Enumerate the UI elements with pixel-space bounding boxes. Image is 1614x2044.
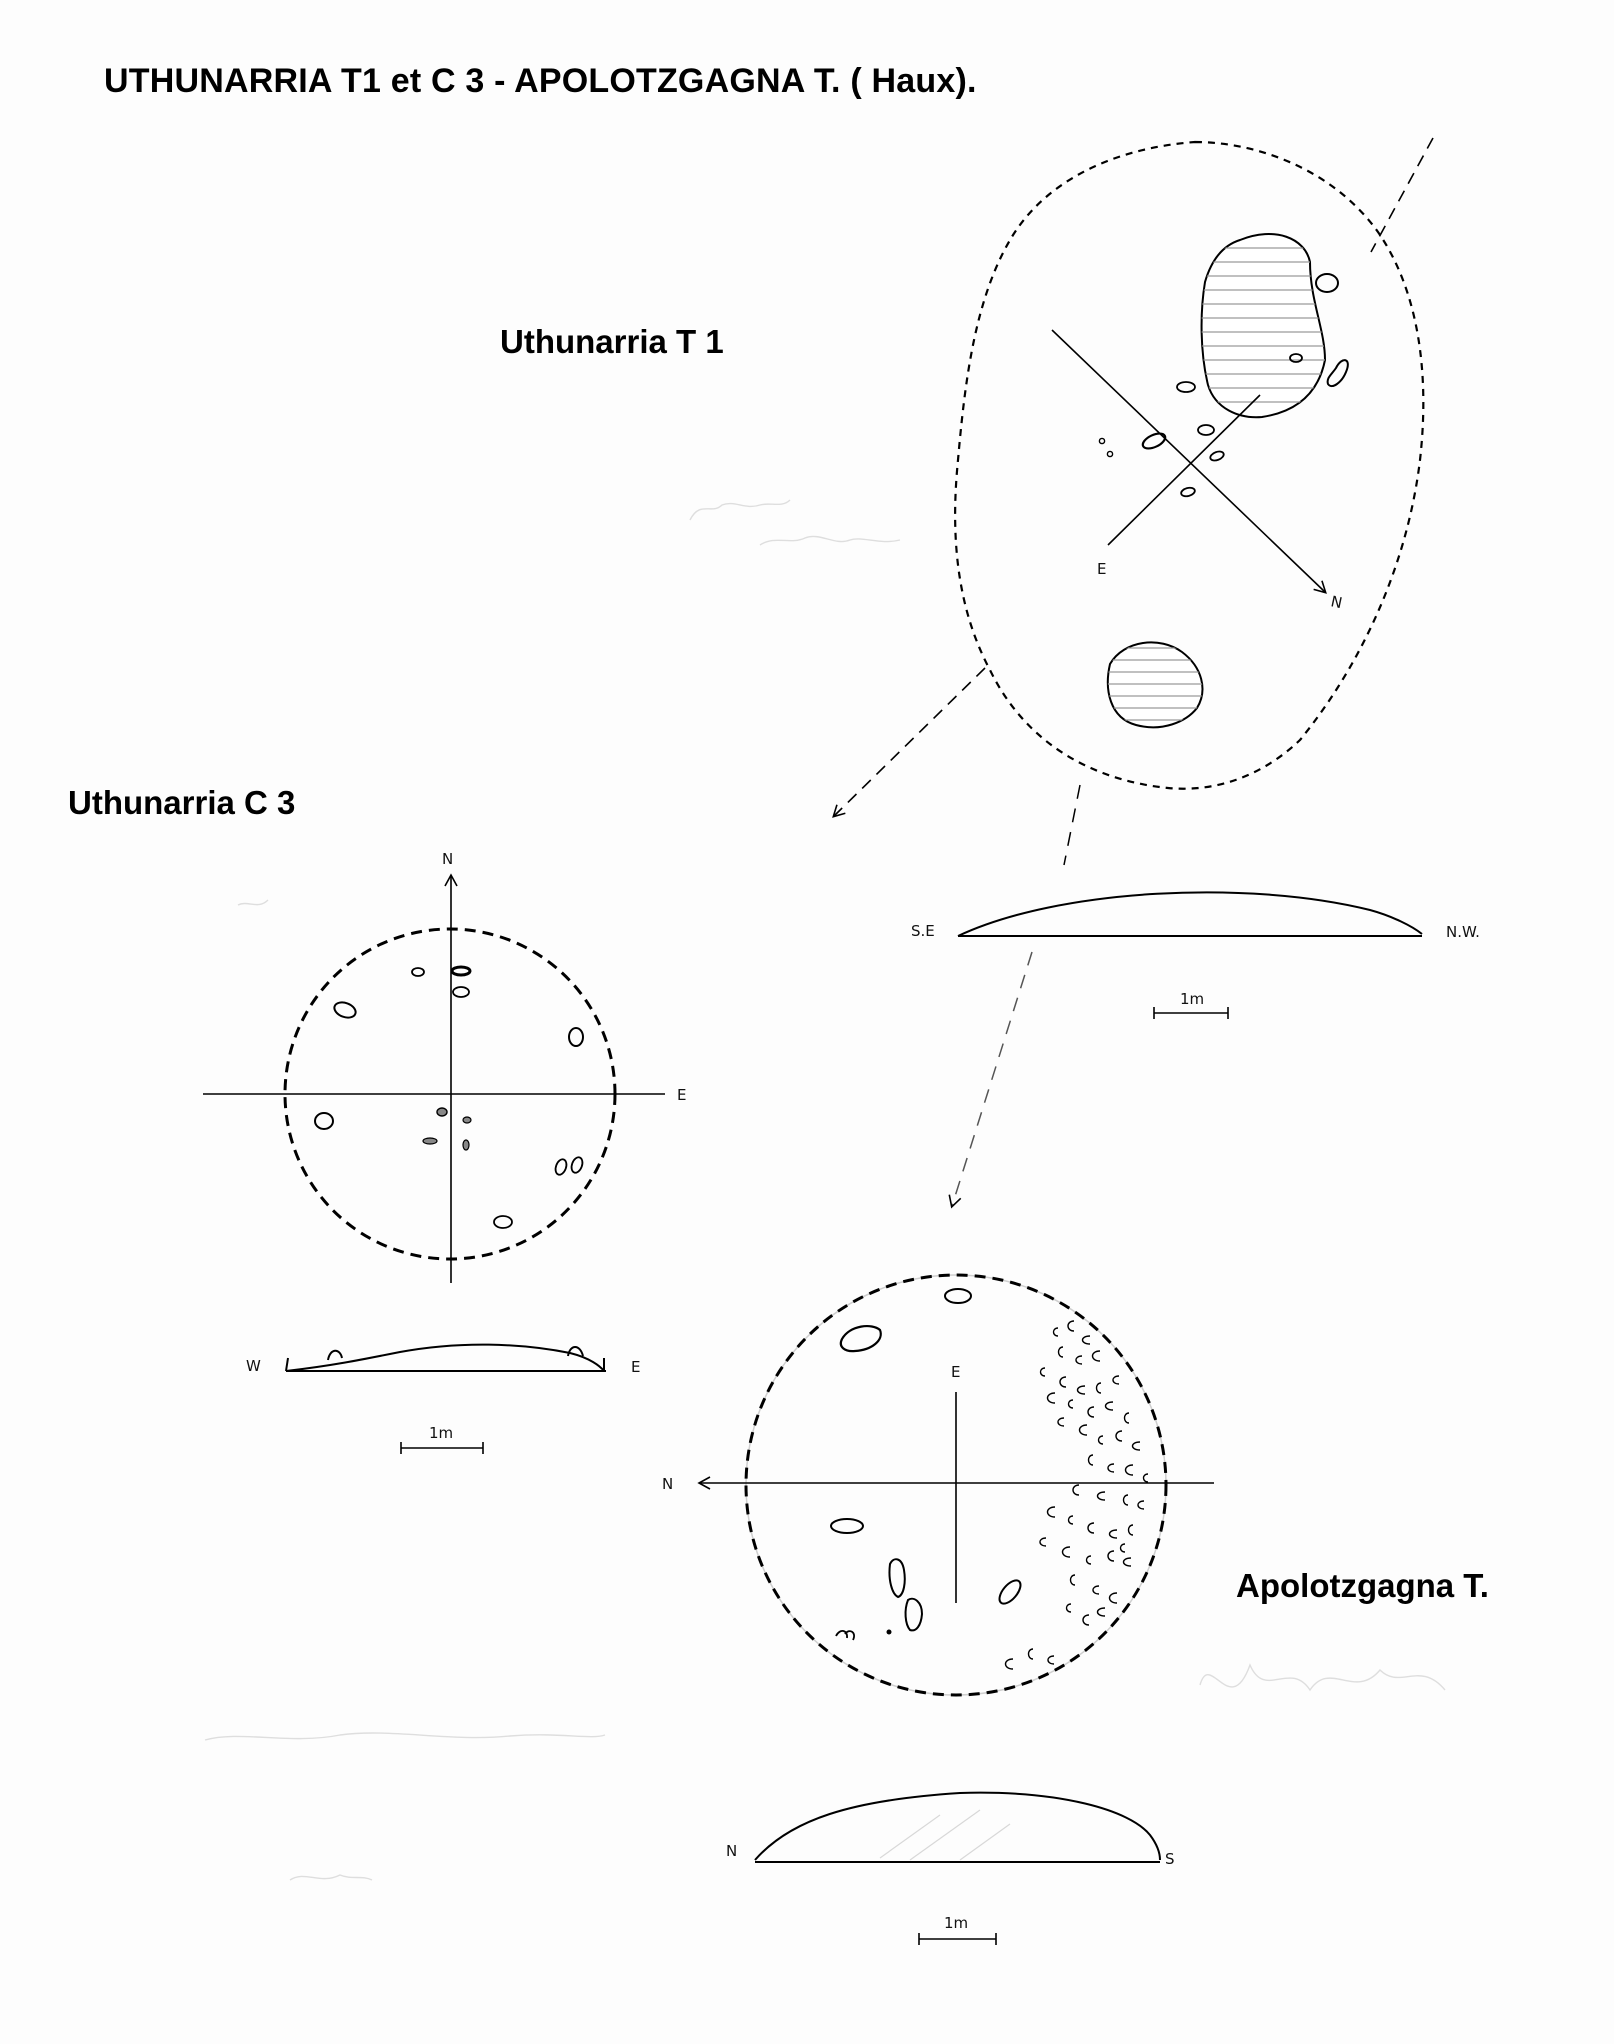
apo-small-stone: [1108, 1464, 1114, 1472]
c3-stone: [494, 1216, 512, 1228]
t1-scale-bar: [1154, 990, 1228, 1019]
apo-stone: [836, 1631, 854, 1640]
apo-small-stone: [1097, 1383, 1102, 1393]
apo-small-stone: [1093, 1351, 1101, 1361]
link-arrow-to-apolotzgagna: [952, 952, 1032, 1206]
apo-small-stone: [1088, 1523, 1094, 1533]
t1-label-e: E: [1097, 560, 1107, 578]
apo-stone: [996, 1577, 1025, 1607]
apo-small-stone: [1089, 1455, 1094, 1465]
apo-small-stone: [1138, 1501, 1144, 1509]
apo-small-stone: [1125, 1413, 1130, 1423]
t1-guide-line-ne: [1371, 138, 1433, 252]
t1-stone: [1198, 425, 1214, 435]
apo-small-stone: [1029, 1649, 1034, 1659]
apo-small-stone: [1048, 1507, 1056, 1517]
apo-small-stone: [1129, 1525, 1134, 1535]
apo-small-stone: [1069, 1400, 1074, 1408]
apo-small-stone: [1113, 1376, 1119, 1384]
c3-stone: [412, 968, 424, 976]
t1-label-n: N: [1329, 592, 1344, 613]
apo-small-stone: [1048, 1393, 1056, 1403]
pencil-ghost-marks: [205, 500, 1445, 1880]
apo-small-stone: [1080, 1425, 1088, 1435]
apo-section: [726, 1793, 1175, 1868]
t1-plan: [955, 138, 1433, 789]
c3-stone: [437, 1108, 447, 1116]
apo-section-left: N: [726, 1842, 738, 1860]
apo-scale-bar: [919, 1914, 996, 1945]
apo-small-stone: [1106, 1402, 1114, 1410]
c3-stone: [315, 1113, 333, 1129]
c3-stone: [569, 1028, 583, 1046]
apo-small-stone: [1040, 1538, 1046, 1546]
apo-stone: [945, 1289, 971, 1303]
t1-stone: [1177, 382, 1195, 392]
c3-scale-bar: [401, 1424, 483, 1454]
t1-hatched-stone-large: [1195, 234, 1330, 417]
t1-stone: [1209, 450, 1225, 462]
apo-stone: [889, 1559, 904, 1597]
label-apolotzgagna: Apolotzgagna T.: [1236, 1567, 1489, 1604]
apo-small-stone: [1098, 1608, 1106, 1616]
t1-guide-line-s: [1064, 785, 1080, 865]
t1-stone: [1141, 430, 1168, 451]
apo-plan: [662, 1275, 1214, 1695]
t1-hatched-stone-small: [1100, 642, 1210, 727]
c3-stone: [453, 987, 469, 997]
apo-small-stone: [1071, 1575, 1076, 1585]
c3-stone: [463, 1140, 469, 1150]
t1-section-right: N.W.: [1446, 923, 1480, 941]
c3-section: [246, 1345, 640, 1376]
apo-label-n: N: [662, 1475, 674, 1493]
c3-stone: [452, 967, 470, 975]
c3-stone: [570, 1156, 585, 1174]
apo-small-stone: [1093, 1586, 1099, 1594]
t1-section-left: S.E: [911, 922, 935, 940]
t1-east-axis: [1108, 395, 1260, 545]
t1-stone: [1316, 274, 1338, 292]
apo-small-stone: [1006, 1659, 1014, 1669]
t1-stone: [1180, 486, 1196, 497]
apo-small-stone: [1098, 1492, 1106, 1500]
page-title: UTHUNARRIA T1 et C 3 - APOLOTZGAGNA T. ( Haux).: [104, 62, 977, 100]
apo-stone: [887, 1630, 892, 1635]
c3-scale-label: 1m: [429, 1424, 454, 1442]
apo-small-stone: [1108, 1551, 1114, 1561]
apo-small-stone: [1054, 1328, 1059, 1336]
apo-small-stone: [1069, 1516, 1074, 1524]
apo-small-stone: [1083, 1336, 1091, 1344]
link-arrow-to-c3: [834, 668, 985, 816]
label-uthunarria-c3: Uthunarria C 3: [68, 784, 296, 821]
c3-label-n: N: [442, 850, 454, 868]
apo-label-e: E: [951, 1363, 961, 1381]
t1-scale-label: 1m: [1180, 990, 1205, 1008]
apo-small-stone: [1133, 1442, 1141, 1450]
c3-label-e: E: [677, 1086, 687, 1104]
t1-section: [911, 892, 1480, 941]
apo-stone: [841, 1326, 881, 1351]
t1-stone: [1099, 438, 1104, 443]
apo-small-stone: [1116, 1431, 1122, 1441]
c3-section-left: W: [246, 1357, 261, 1375]
apo-small-stone: [1124, 1558, 1132, 1566]
apo-small-stone: [1076, 1356, 1082, 1364]
c3-stone: [332, 1000, 357, 1021]
apo-small-stone: [1063, 1547, 1071, 1557]
c3-stone: [423, 1138, 437, 1144]
apo-small-stone: [1144, 1474, 1149, 1482]
apo-small-stone: [1073, 1485, 1079, 1495]
apo-small-stone: [1099, 1436, 1104, 1444]
apo-small-stone: [1110, 1530, 1118, 1538]
apo-small-stone: [1058, 1418, 1064, 1426]
apo-small-stone: [1087, 1556, 1092, 1564]
apo-stone: [906, 1599, 922, 1631]
c3-plan: [203, 850, 686, 1283]
apo-small-stone: [1041, 1368, 1046, 1376]
apo-small-stone: [1078, 1386, 1086, 1394]
c3-stone: [463, 1117, 471, 1123]
apo-small-stone: [1068, 1321, 1074, 1331]
label-uthunarria-t1: Uthunarria T 1: [500, 323, 724, 360]
apo-small-stone: [1067, 1604, 1072, 1612]
apo-section-right: S: [1165, 1850, 1175, 1868]
apo-small-stone: [1060, 1377, 1066, 1387]
t1-stone: [1328, 360, 1348, 386]
apo-small-stone: [1048, 1656, 1054, 1664]
apo-small-stone: [1088, 1407, 1094, 1417]
apo-small-stone: [1126, 1465, 1134, 1475]
apo-small-stone: [1121, 1544, 1126, 1552]
t1-stone: [1107, 451, 1112, 456]
apo-small-stone: [1083, 1615, 1089, 1625]
c3-stone: [554, 1158, 569, 1176]
apo-small-stone: [1059, 1347, 1064, 1357]
apo-stone: [831, 1519, 863, 1533]
apo-scale-label: 1m: [944, 1914, 969, 1932]
apo-small-stone: [1110, 1593, 1118, 1603]
c3-section-right: E: [631, 1358, 641, 1376]
apo-small-stones: [1006, 1321, 1149, 1669]
apo-small-stone: [1124, 1495, 1129, 1505]
